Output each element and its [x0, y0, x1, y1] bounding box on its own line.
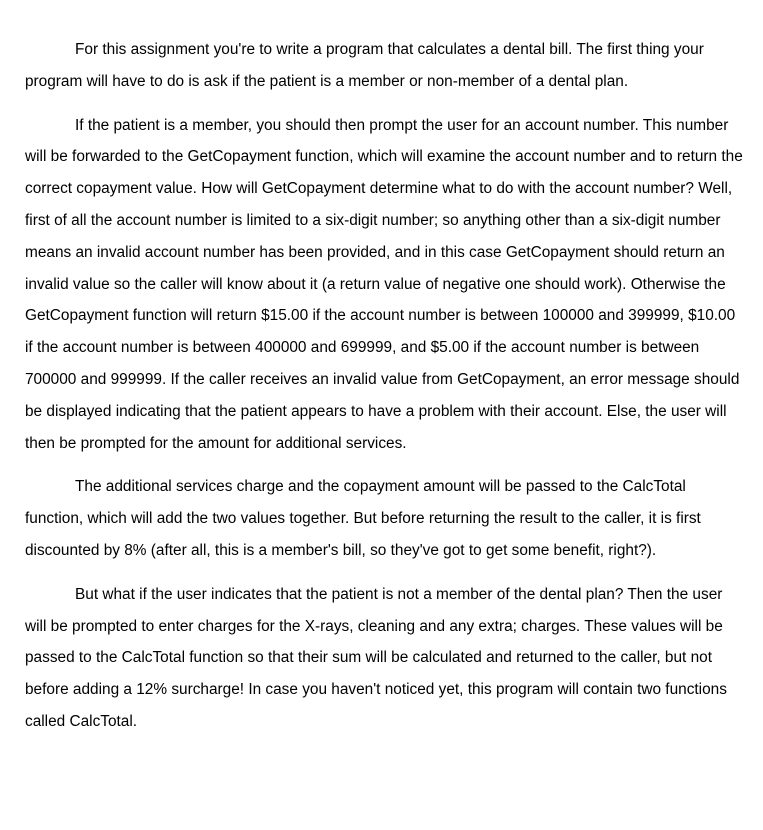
- document-body: [25, 34, 747, 750]
- paragraph-non-member: But what if the user indicates that the patient is not a member of the dental plan? Then the user will be prompted to enter charges for the X-rays, cleaning and any extra; charges. These values will be passed to the CalcTotal function so that their sum will be calculated and returned to the caller, but not before adding a 12% surcharge! In case you haven't noticed yet, this program will contain two functions called CalcTotal.: [25, 585, 727, 730]
- paragraph-intro: For this assignment you're to write a program that calculates a dental bill. The first thing your program will have to do is ask if the patient is a member or non-member of a dental plan.: [25, 41, 704, 90]
- paragraph-calc-total: The additional services charge and the copayment amount will be passed to the CalcTotal function, which will add the two values together. But before returning the result to the caller, it is first discounted by 8% (after all, this is a member's bill, so they've got to get some benefit, right?).: [25, 478, 701, 559]
- paragraph-member-account: If the patient is a member, you should then prompt the user for an account number. This number will be forwarded to the GetCopayment function, which will examine the account number and to return the correct copayment value. How will GetCopayment determine what to do with the account number? Well, first of all the account number is limited to a six-digit number; so anything other than a six-digit number means an invalid account number has been provided, and in this case GetCopayment should return an invalid value so the caller will know about it (a return value of negative one should work). Otherwise the GetCopayment function will return $15.00 if the account number is between 100000 and 399999, $10.00 if the account number is between 400000 and 699999, and $5.00 if the account number is between 700000 and 999999. If the caller receives an invalid value from GetCopayment, an error message should be displayed indicating that the patient appears to have a problem with their account. Else, the user will then be prompted for the amount for additional services.: [25, 116, 743, 452]
